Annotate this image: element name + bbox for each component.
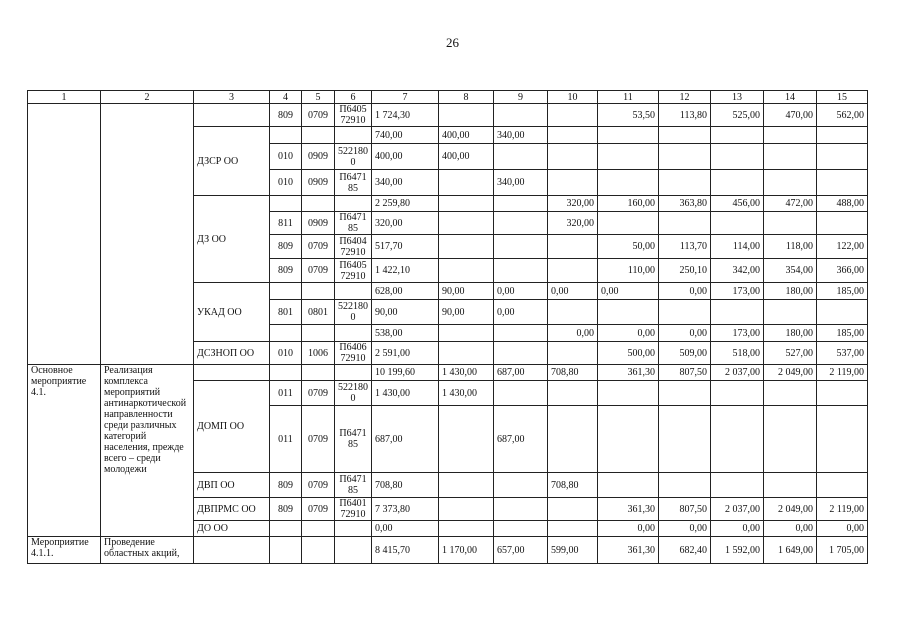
cell: 10 199,60: [372, 365, 439, 381]
cell: [335, 325, 372, 342]
cell: [194, 365, 270, 381]
cell: [302, 521, 335, 537]
cell: [494, 325, 548, 342]
cell: 488,00: [817, 196, 868, 212]
cell: [494, 381, 548, 406]
cell: 682,40: [659, 537, 711, 564]
cell: [711, 381, 764, 406]
cell: [439, 104, 494, 127]
measure-description: Проведение областных акций,: [101, 537, 194, 564]
cell: [439, 212, 494, 235]
cell: 0,00: [598, 283, 659, 300]
cell: [548, 342, 598, 365]
cell: [439, 342, 494, 365]
cell: [194, 537, 270, 564]
cell: 687,00: [372, 406, 439, 473]
cell: [494, 498, 548, 521]
cell: [439, 325, 494, 342]
cell: 180,00: [764, 325, 817, 342]
cell: 1 422,10: [372, 259, 439, 283]
cell: 687,00: [494, 406, 548, 473]
cell: [764, 406, 817, 473]
col-header: 14: [764, 91, 817, 104]
col-header: 2: [101, 91, 194, 104]
page-number: 26: [446, 35, 459, 50]
cell: [659, 127, 711, 144]
cell: 522180 0: [335, 381, 372, 406]
cell: 807,50: [659, 498, 711, 521]
cell: 1 430,00: [439, 365, 494, 381]
cell: 8 415,70: [372, 537, 439, 564]
cell: 687,00: [494, 365, 548, 381]
cell: 1 170,00: [439, 537, 494, 564]
cell: [764, 212, 817, 235]
cell: [598, 381, 659, 406]
cell: [598, 127, 659, 144]
cell: 0909: [302, 144, 335, 170]
cell: 2 259,80: [372, 196, 439, 212]
cell: [270, 127, 302, 144]
cell: 657,00: [494, 537, 548, 564]
cell: 537,00: [817, 342, 868, 365]
cell: [439, 259, 494, 283]
cell: [302, 127, 335, 144]
cell: 599,00: [548, 537, 598, 564]
cell: 173,00: [711, 325, 764, 342]
cell: [335, 521, 372, 537]
cell: [494, 144, 548, 170]
cell: [302, 537, 335, 564]
cell: 110,00: [598, 259, 659, 283]
cell: [764, 144, 817, 170]
cell: 400,00: [439, 127, 494, 144]
cell: ДВП ОО: [194, 473, 270, 498]
cell: 340,00: [372, 170, 439, 196]
cell: [764, 300, 817, 325]
cell: [270, 283, 302, 300]
cell: 361,30: [598, 498, 659, 521]
cell: 90,00: [372, 300, 439, 325]
cell: ДО ОО: [194, 521, 270, 537]
cell: [494, 196, 548, 212]
cell: [711, 170, 764, 196]
cell: [817, 127, 868, 144]
cell: [302, 196, 335, 212]
measure-name: Основное мероприятие 4.1.: [28, 365, 101, 537]
col-header: 11: [598, 91, 659, 104]
cell: 0909: [302, 212, 335, 235]
cell: 400,00: [439, 144, 494, 170]
cell: [548, 127, 598, 144]
cell: П6471 85: [335, 212, 372, 235]
cell: [817, 406, 868, 473]
col-header: 3: [194, 91, 270, 104]
cell: 809: [270, 498, 302, 521]
cell: 2 591,00: [372, 342, 439, 365]
cell: 122,00: [817, 235, 868, 259]
cell: 0,00: [764, 521, 817, 537]
cell: [335, 283, 372, 300]
cell: 2 049,00: [764, 498, 817, 521]
cell: 361,30: [598, 537, 659, 564]
cell: 809: [270, 473, 302, 498]
cell: 628,00: [372, 283, 439, 300]
cell: [764, 127, 817, 144]
cell: 500,00: [598, 342, 659, 365]
cell: [711, 212, 764, 235]
cell: 0,00: [548, 325, 598, 342]
cell: [598, 212, 659, 235]
cell: 1006: [302, 342, 335, 365]
cell: 90,00: [439, 283, 494, 300]
cell: 0,00: [494, 300, 548, 325]
cell: 0,00: [548, 283, 598, 300]
cell: 1 430,00: [372, 381, 439, 406]
cell: 1 649,00: [764, 537, 817, 564]
cell: 0,00: [598, 521, 659, 537]
cell: 114,00: [711, 235, 764, 259]
cell: ДСЗНОП ОО: [194, 342, 270, 365]
cell: 53,50: [598, 104, 659, 127]
cell: 538,00: [372, 325, 439, 342]
cell: 1 430,00: [439, 381, 494, 406]
cell: [302, 283, 335, 300]
cell: [817, 212, 868, 235]
cell: 160,00: [598, 196, 659, 212]
cell: [439, 473, 494, 498]
budget-table: [27, 90, 868, 564]
cell: [548, 104, 598, 127]
cell: [548, 235, 598, 259]
cell: 1 705,00: [817, 537, 868, 564]
col-header: 8: [439, 91, 494, 104]
header-row: [28, 91, 868, 104]
cell: [548, 300, 598, 325]
cell: [439, 406, 494, 473]
cell: 522180 0: [335, 300, 372, 325]
cell: [598, 473, 659, 498]
cell: [439, 196, 494, 212]
cell: 0,00: [598, 325, 659, 342]
cell: 0,00: [372, 521, 439, 537]
cell: 811: [270, 212, 302, 235]
cell: [598, 170, 659, 196]
cell: П6401 72910: [335, 498, 372, 521]
cell: [817, 300, 868, 325]
col-header: 10: [548, 91, 598, 104]
cell: [439, 235, 494, 259]
cell: [817, 381, 868, 406]
cell: [439, 170, 494, 196]
cell: [598, 144, 659, 170]
cell: ДВПРМС ОО: [194, 498, 270, 521]
cell: [302, 365, 335, 381]
cell: 250,10: [659, 259, 711, 283]
cell: [302, 325, 335, 342]
cell: [659, 170, 711, 196]
table-row: [28, 537, 868, 564]
cell: [494, 342, 548, 365]
cell: 0709: [302, 259, 335, 283]
cell: [270, 365, 302, 381]
cell: ДЗ ОО: [194, 196, 270, 283]
cell: [194, 104, 270, 127]
cell: 340,00: [494, 127, 548, 144]
cell: [548, 521, 598, 537]
cell: [764, 170, 817, 196]
cell: 113,70: [659, 235, 711, 259]
cell: 708,80: [548, 473, 598, 498]
col-header: 6: [335, 91, 372, 104]
cell: 011: [270, 381, 302, 406]
cell: 2 037,00: [711, 365, 764, 381]
cell: 363,80: [659, 196, 711, 212]
cell: [101, 104, 194, 365]
cell: [598, 406, 659, 473]
cell: [711, 127, 764, 144]
cell: 525,00: [711, 104, 764, 127]
col-header: 12: [659, 91, 711, 104]
cell: П6406 72910: [335, 342, 372, 365]
cell: 456,00: [711, 196, 764, 212]
cell: 366,00: [817, 259, 868, 283]
col-header: 9: [494, 91, 548, 104]
cell: 0,00: [817, 521, 868, 537]
cell: 010: [270, 170, 302, 196]
cell: 0,00: [711, 521, 764, 537]
cell: 0,00: [494, 283, 548, 300]
cell: [335, 537, 372, 564]
cell: 354,00: [764, 259, 817, 283]
cell: [711, 473, 764, 498]
cell: 0,00: [659, 283, 711, 300]
cell: 1 592,00: [711, 537, 764, 564]
cell: П6404 72910: [335, 235, 372, 259]
cell: [494, 212, 548, 235]
cell: [817, 473, 868, 498]
cell: 522180 0: [335, 144, 372, 170]
cell: 809: [270, 259, 302, 283]
cell: [439, 521, 494, 537]
cell: 0909: [302, 170, 335, 196]
cell: [764, 473, 817, 498]
cell: 118,00: [764, 235, 817, 259]
cell: 113,80: [659, 104, 711, 127]
cell: [659, 212, 711, 235]
cell: 7 373,80: [372, 498, 439, 521]
cell: П6471 85: [335, 473, 372, 498]
cell: ДЗСР ОО: [194, 127, 270, 196]
cell: 90,00: [439, 300, 494, 325]
cell: 809: [270, 235, 302, 259]
cell: [439, 498, 494, 521]
cell: [494, 104, 548, 127]
cell: 517,70: [372, 235, 439, 259]
cell: ДОМП ОО: [194, 381, 270, 473]
cell: 320,00: [548, 196, 598, 212]
cell: [659, 406, 711, 473]
cell: [548, 381, 598, 406]
cell: 1 724,30: [372, 104, 439, 127]
cell: [764, 381, 817, 406]
cell: 472,00: [764, 196, 817, 212]
measure-name: Мероприятие 4.1.1.: [28, 537, 101, 564]
cell: 509,00: [659, 342, 711, 365]
cell: [335, 127, 372, 144]
cell: 807,50: [659, 365, 711, 381]
col-header: 7: [372, 91, 439, 104]
cell: 708,80: [372, 473, 439, 498]
cell: [711, 300, 764, 325]
cell: 2 049,00: [764, 365, 817, 381]
cell: 180,00: [764, 283, 817, 300]
cell: [494, 521, 548, 537]
measure-description: Реализация комплекса мероприятий антинаркотической направленности среди различных категорий населения, прежде всего – среди молодежи: [101, 365, 194, 537]
cell: [817, 170, 868, 196]
cell: 173,00: [711, 283, 764, 300]
col-header: 15: [817, 91, 868, 104]
cell: [494, 235, 548, 259]
cell: 400,00: [372, 144, 439, 170]
cell: 0709: [302, 406, 335, 473]
col-header: 1: [28, 91, 101, 104]
col-header: 4: [270, 91, 302, 104]
cell: 2 037,00: [711, 498, 764, 521]
cell: [598, 300, 659, 325]
cell: 50,00: [598, 235, 659, 259]
cell: [494, 259, 548, 283]
cell: 527,00: [764, 342, 817, 365]
cell: [335, 196, 372, 212]
table-row: [28, 365, 868, 381]
cell: 0709: [302, 235, 335, 259]
cell: [270, 537, 302, 564]
cell: 0709: [302, 104, 335, 127]
cell: [711, 406, 764, 473]
cell: [548, 144, 598, 170]
cell: 320,00: [372, 212, 439, 235]
cell: 011: [270, 406, 302, 473]
cell: 2 119,00: [817, 365, 868, 381]
cell: [659, 473, 711, 498]
cell: 0709: [302, 498, 335, 521]
cell: [270, 325, 302, 342]
cell: 0709: [302, 381, 335, 406]
cell: [335, 365, 372, 381]
cell: П6405 72910: [335, 104, 372, 127]
cell: П6471 85: [335, 170, 372, 196]
cell: 010: [270, 144, 302, 170]
cell: 0709: [302, 473, 335, 498]
cell: 809: [270, 104, 302, 127]
cell: УКАД ОО: [194, 283, 270, 342]
cell: [659, 300, 711, 325]
cell: [28, 104, 101, 365]
col-header: 5: [302, 91, 335, 104]
cell: 0,00: [659, 521, 711, 537]
cell: [270, 521, 302, 537]
cell: 320,00: [548, 212, 598, 235]
col-header: 13: [711, 91, 764, 104]
cell: 2 119,00: [817, 498, 868, 521]
cell: 0801: [302, 300, 335, 325]
cell: 0,00: [659, 325, 711, 342]
cell: 518,00: [711, 342, 764, 365]
cell: [270, 196, 302, 212]
cell: 340,00: [494, 170, 548, 196]
cell: 361,30: [598, 365, 659, 381]
cell: [548, 170, 598, 196]
cell: 342,00: [711, 259, 764, 283]
table-row: [28, 104, 868, 127]
cell: [494, 473, 548, 498]
cell: 562,00: [817, 104, 868, 127]
cell: [548, 498, 598, 521]
cell: 708,80: [548, 365, 598, 381]
cell: 740,00: [372, 127, 439, 144]
cell: 185,00: [817, 325, 868, 342]
cell: П6471 85: [335, 406, 372, 473]
cell: [817, 144, 868, 170]
cell: П6405 72910: [335, 259, 372, 283]
cell: 470,00: [764, 104, 817, 127]
cell: 010: [270, 342, 302, 365]
cell: [548, 406, 598, 473]
cell: [548, 259, 598, 283]
cell: [711, 144, 764, 170]
cell: 185,00: [817, 283, 868, 300]
cell: [659, 381, 711, 406]
cell: 801: [270, 300, 302, 325]
cell: [659, 144, 711, 170]
